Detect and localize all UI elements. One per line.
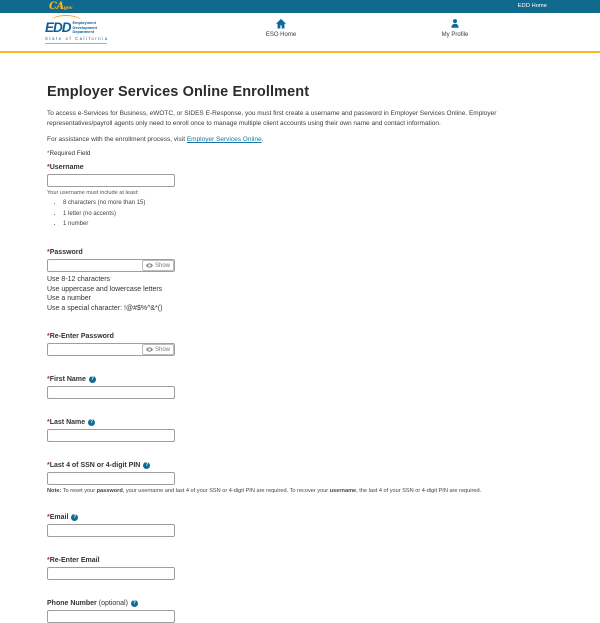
edd-logo[interactable] [45,15,115,44]
phone-optional-text: (optional) [98,600,128,608]
username-rule: • 8 characters (no more than 15) [63,200,553,206]
password-label [47,249,553,256]
edd-logo-acronym: EDD [45,20,71,36]
required-asterisk: * [47,150,50,157]
edd-logo-line: Employment [72,20,96,25]
eye-icon [146,347,153,352]
required-note-text: Required Field [49,150,91,157]
nav-my-profile[interactable] [420,18,490,38]
note-segment: , your username and last 4 of your SSN or 4-digit PIN are required. To recover your [122,488,330,495]
username-label-text: Username [49,164,84,171]
reenter-email-input[interactable] [47,567,175,580]
last-name-input[interactable] [47,429,175,442]
required-asterisk: * [47,462,50,470]
nav-my-profile-label: My Profile [441,32,469,38]
eye-icon [146,263,153,268]
assistance-line [47,136,553,143]
intro-paragraph: To access e-Services for Business, eWOTC, or SIDES E-Response, you must first create a username and password in Employer Services Online. Employer representatives/payroll agents only need to enroll once to manage multiple client accounts using their own name and contact information. [47,110,497,127]
show-button-label: Show [154,262,170,269]
password-show-button[interactable] [142,260,174,271]
password-label-text: Password [49,249,83,256]
username-rule: • 1 number [63,221,553,227]
help-icon[interactable]: ? [90,376,94,383]
first-name-label [47,376,553,383]
required-asterisk: * [47,557,50,565]
email-label [47,514,553,521]
required-asterisk: * [47,249,50,256]
edd-home-link[interactable]: EDD Home [517,3,547,9]
employer-services-online-link[interactable]: Employer Services Online [186,136,262,143]
help-icon[interactable]: ? [90,419,94,426]
password-input-wrap [47,259,175,272]
required-asterisk: * [47,164,50,171]
ssn-pin-field-group [47,462,553,494]
edd-logo-line: Development [72,24,97,30]
cagov-logo-text: CA [49,1,64,12]
password-rule: Use a special character: !@#$%^&*() [47,304,163,312]
reenter-password-label [47,333,553,340]
help-icon[interactable]: ? [145,462,149,469]
required-asterisk: * [47,376,50,384]
nav-eso-home-label: ESO Home [265,32,297,38]
last-name-field-group [47,419,553,442]
show-button-label: Show [154,346,170,353]
required-asterisk: * [47,514,50,522]
ssn-pin-input[interactable] [47,472,175,485]
assistance-text: For assistance with the enrollment process, visit [47,136,187,143]
username-hint: Your username must include at least: [47,190,139,196]
page-title: Employer Services Online Enrollment [47,84,310,100]
reenter-email-field-group [47,557,553,580]
username-label [47,164,553,171]
email-label-text: Email [49,514,69,522]
phone-label-text: Phone Number [47,600,97,608]
help-icon[interactable]: ? [73,514,77,521]
required-field-note [47,150,553,157]
username-rule: • 1 letter (no accents) [63,211,553,217]
reenter-password-show-button[interactable] [142,344,174,355]
edd-logo-line: Department [72,29,95,35]
first-name-label-text: First Name [49,376,86,384]
phone-label [47,600,553,607]
email-field-group [47,514,553,537]
note-segment: , the last 4 of your SSN or 4-digit PIN are required. [356,488,482,495]
username-rules-list [63,200,553,227]
reenter-email-label-text: Re-Enter Email [49,557,100,565]
ssn-pin-label [47,462,553,469]
ssn-pin-note [47,488,553,494]
first-name-field-group [47,376,553,399]
assistance-punctuation: . [261,136,264,143]
profile-icon [449,18,461,30]
password-rule: Use uppercase and lowercase letters [47,285,163,293]
nav-eso-home[interactable] [246,18,316,38]
ssn-pin-label-text: Last 4 of SSN or 4-digit PIN [49,462,141,470]
reenter-password-input-wrap [47,343,175,356]
main-content [47,53,553,623]
reenter-password-label-text: Re-Enter Password [49,333,114,341]
phone-input[interactable] [47,610,175,623]
note-segment: Note: [47,488,62,495]
note-segment: username [329,488,357,495]
note-segment: To reset your [61,488,97,495]
username-input[interactable] [47,174,175,187]
last-name-label [47,419,553,426]
edd-logo-department-lines [73,21,97,35]
cagov-logo-suffix: gov [63,6,73,11]
help-icon[interactable]: ? [132,600,136,607]
first-name-input[interactable] [47,386,175,399]
last-name-label-text: Last Name [49,419,86,427]
password-rule: Use 8-12 characters [47,276,111,283]
reenter-password-field-group [47,333,553,356]
username-field-group [47,164,553,227]
phone-field-group [47,600,553,623]
required-asterisk: * [47,333,50,341]
top-utility-bar [0,0,600,13]
email-input[interactable] [47,524,175,537]
password-field-group [47,249,553,313]
password-rule: Use a number [47,295,91,303]
note-segment: password [96,488,123,495]
home-icon [275,18,287,30]
password-rules [47,275,553,313]
site-header [0,13,600,53]
required-asterisk: * [47,419,50,427]
reenter-email-label [47,557,553,564]
edd-logo-tagline: State of California [45,36,107,44]
